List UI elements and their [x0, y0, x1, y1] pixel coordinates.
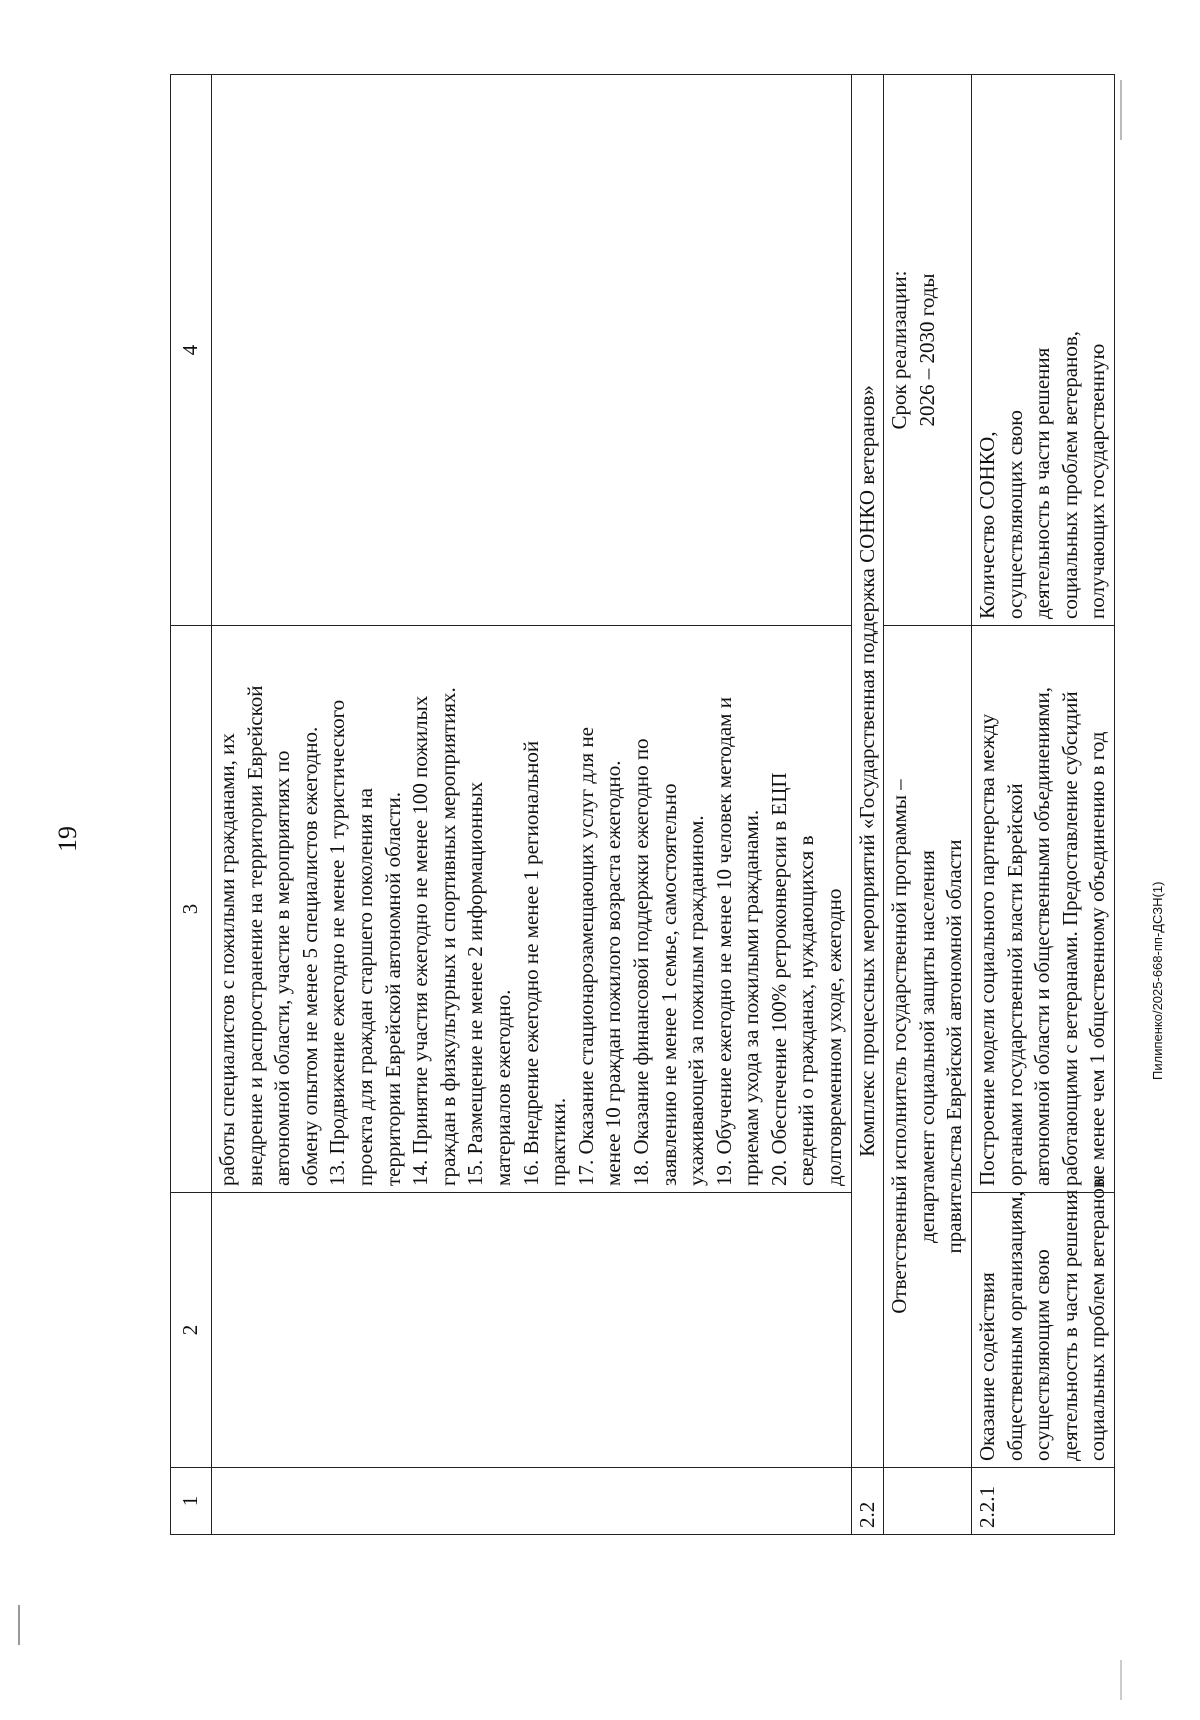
- text-line: 19. Обучение ежегодно не менее 10 человек методам и: [711, 697, 736, 1186]
- text-line: 16. Внедрение ежегодно не менее 1 региональной: [518, 740, 543, 1186]
- rotated-table-container: [170, 127, 1110, 1535]
- text-line: не менее чем 1 общественному объединению в год: [1085, 731, 1110, 1186]
- text-line: 18. Оказание финансовой поддержки ежегодно по: [628, 738, 653, 1186]
- text-line: приемам ухода за пожилыми гражданами.: [739, 809, 764, 1186]
- text-line: внедрение и распространение на территории Еврейской: [242, 685, 267, 1186]
- text-line: ухаживающей за пожилым гражданином.: [684, 815, 709, 1186]
- measure-name: [972, 1178, 1115, 1468]
- text-line: Количество СОНКО,: [975, 431, 1000, 619]
- section-title: Комплекс процессных мероприятий «Государственная поддержка СОНКО ветеранов»: [851, 75, 884, 1468]
- text-line: деятельность в части решения: [1057, 1189, 1082, 1461]
- responsible-row: [884, 75, 972, 1535]
- text-line: осуществляющим свою: [1030, 1249, 1055, 1461]
- continuation-cell-3: [212, 626, 852, 1193]
- responsible-empty-cell: [884, 1468, 972, 1535]
- text-line: 2026 – 2030 годы: [914, 273, 939, 427]
- row-number: 2.2.1: [972, 1468, 1115, 1535]
- text-line: деятельность в части решения: [1030, 347, 1055, 619]
- text-line: автономной области и общественными объединениями,: [1030, 686, 1055, 1186]
- header-col-1: 1: [171, 1468, 212, 1535]
- text-line: общественным организациям,: [1002, 1191, 1027, 1461]
- text-line: 15. Размещение не менее 2 информационных: [463, 781, 488, 1186]
- text-line: органами государственной власти Еврейской: [1002, 783, 1027, 1186]
- text-line: работающими с ветеранами. Предоставление субсидий: [1057, 691, 1082, 1186]
- text-line: проекта для граждан старшего поколения на: [352, 787, 377, 1186]
- text-line: департамент социальной защиты населения: [914, 850, 939, 1243]
- text-line: получающих государственную: [1085, 343, 1110, 619]
- text-line: территории Еврейской автономной области.: [380, 791, 405, 1186]
- text-line: обмену опытом не менее 5 специалистов ежегодно.: [297, 726, 322, 1186]
- text-line: 17. Оказание стационарозамещающих услуг для не: [573, 726, 598, 1186]
- measures-table: [170, 74, 1115, 1535]
- implementation-term: [884, 75, 972, 626]
- continuation-row: [212, 75, 852, 1535]
- table-header-row: [171, 75, 212, 1535]
- text-line: Оказание содействия: [975, 1272, 1000, 1461]
- continuation-cell-4: [212, 75, 852, 626]
- text-line: 13. Продвижение ежегодно не менее 1 туристического: [325, 699, 350, 1186]
- text-line: работы специалистов с пожилыми гражданами, их: [215, 733, 239, 1186]
- section-row: [851, 75, 884, 1535]
- text-line: социальных проблем ветеранов,: [1057, 330, 1082, 619]
- header-col-3: 3: [171, 626, 212, 1193]
- text-line: менее 10 граждан пожилого возраста ежегодно.: [601, 760, 626, 1186]
- header-col-4: 4: [171, 75, 212, 626]
- text-line: 14. Принятие участия ежегодно не менее 100 пожилых: [408, 695, 433, 1186]
- text-line: Срок реализации:: [887, 270, 912, 430]
- text-line: осуществляющих свою: [1002, 410, 1027, 619]
- table-row-2-2-1: [972, 75, 1115, 1535]
- section-number: 2.2: [851, 1468, 884, 1535]
- measure-indicator: [972, 75, 1115, 626]
- measure-description: [972, 626, 1115, 1193]
- footer-code: Пилипенко/2025-668-пп-ДСЗН(1): [1150, 881, 1165, 1080]
- text-line: 20. Обеспечение 100% ретроконверсии в ЕЦП: [766, 772, 791, 1186]
- continuation-cell-2: [212, 1193, 852, 1468]
- page-number: 19: [53, 826, 82, 852]
- text-line: заявлению не менее 1 семье, самостоятельно: [656, 783, 681, 1186]
- scan-edge-mark: [1120, 80, 1122, 140]
- scan-edge-mark: [1120, 1660, 1122, 1700]
- text-line: сведений о гражданах, нуждающихся в: [794, 835, 819, 1186]
- text-line: практики.: [546, 1097, 571, 1186]
- text-line: социальных проблем ветеранов: [1085, 1178, 1110, 1461]
- text-line: Построение модели социального партнерства между: [975, 713, 1000, 1186]
- text-line: долговременном уходе, ежегодно: [822, 888, 847, 1186]
- text-line: правительства Еврейской автономной области: [942, 839, 967, 1254]
- responsible-executor: [884, 626, 972, 1468]
- header-col-2: 2: [171, 1193, 212, 1468]
- text-line: Ответственный исполнитель государственной программы –: [887, 779, 912, 1314]
- text-line: граждан в физкультурных и спортивных мероприятиях.: [435, 687, 460, 1186]
- scan-edge-mark: [18, 1605, 20, 1645]
- text-line: материалов ежегодно.: [490, 989, 515, 1186]
- text-line: автономной области, участие в мероприятиях по: [270, 750, 295, 1186]
- continuation-cell-1: [212, 1468, 852, 1535]
